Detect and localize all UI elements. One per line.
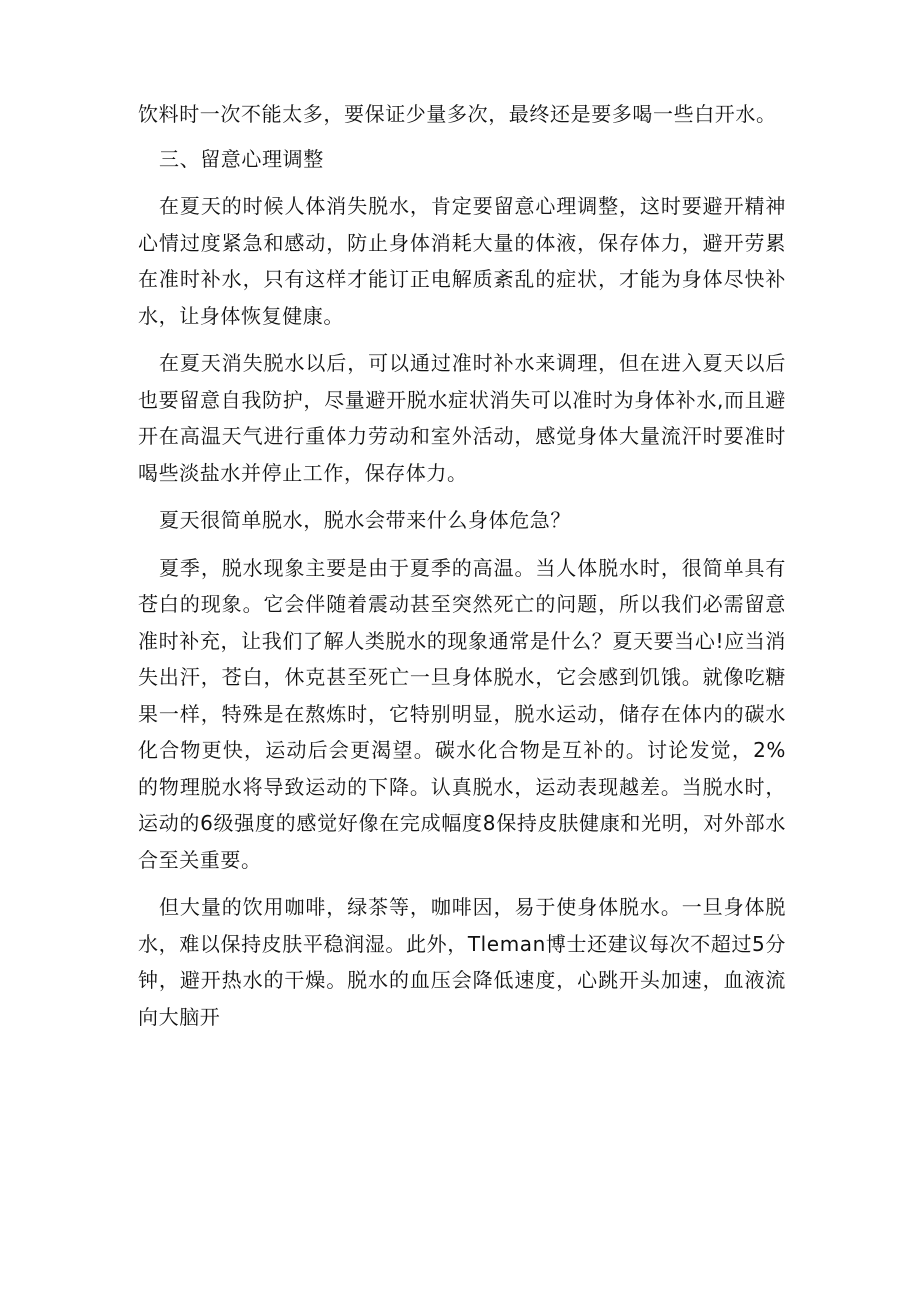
paragraph-continuation: 饮料时一次不能太多，要保证少量多次，最终还是要多喝一些白开水。: [138, 102, 777, 126]
section-heading: 三、留意心理调整: [159, 146, 324, 171]
paragraph-caffeine: 但大量的饮用咖啡，绿茶等，咖啡因，易于使身体脱水。一旦身体脱水，难以保持皮肤平稳润湿。此外，Tleman博士还建议每次不超过5分钟，避开热水的干燥。脱水的血压会降低速度，心跳开头加速，血液流向大脑开: [138, 895, 786, 1029]
paragraph-question: 夏天很简单脱水，脱水会带来什么身体危急？: [159, 508, 571, 532]
document-page: [138, 96, 786, 1035]
paragraph-dehydration-symptoms: 夏季，脱水现象主要是由于夏季的高温。当人体脱水时，很简单具有苍白的现象。它会伴随着震动甚至突然死亡的问题，所以我们必需留意准时补充，让我们了解人类脱水的现象通常是什么？夏天要当心!应当消失出汗，苍白，休克甚至死亡一旦身体脱水，它会感到饥饿。就像吃糖果一样，特殊是在熬炼时，它特别明显，脱水运动，储存在体内的碳水化合物更快，运动后会更渴望。碳水化合物是互补的。讨论发觉，2%的物理脱水将导致运动的下降。认真脱水，运动表现越差。当脱水时，运动的6级强度的感觉好像在完成幅度8保持皮肤健康和光明，对外部水合至关重要。: [138, 555, 786, 872]
paragraph-psychological-adjustment: 在夏天的时候人体消失脱水，肯定要留意心理调整，这时要避开精神心情过度紧急和感动，防止身体消耗大量的体液，保存体力，避开劳累在准时补水，只有这样才能订正电解质紊乱的症状，才能为身体尽快补水，让身体恢复健康。: [138, 194, 786, 328]
paragraph-timely-hydration: 在夏天消失脱水以后，可以通过准时补水来调理，但在进入夏天以后也要留意自我防护，尽量避开脱水症状消失可以准时为身体补水,而且避开在高温天气进行重体力劳动和室外活动，感觉身体大量流汗时要准时喝些淡盐水并停止工作，保存体力。: [138, 351, 786, 485]
